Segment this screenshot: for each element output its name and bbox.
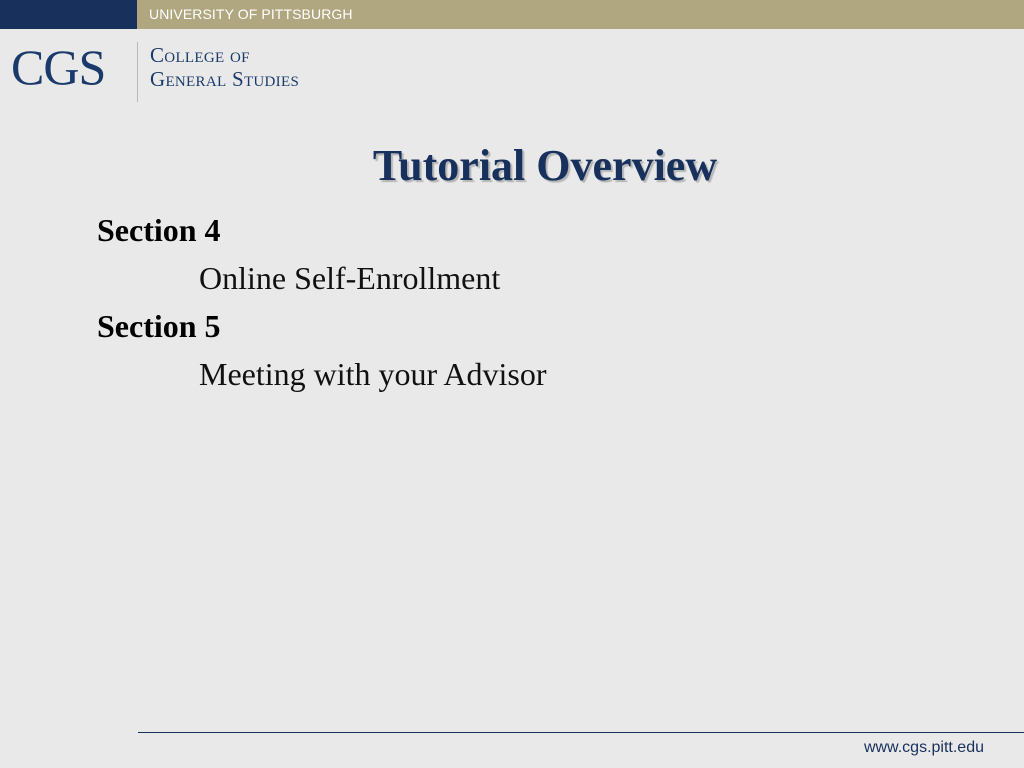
college-logo-line1: College of <box>150 43 250 67</box>
footer-url[interactable]: www.cgs.pitt.edu <box>863 739 984 756</box>
college-logo-line2: General Studies <box>150 67 300 91</box>
section-5-heading: Section 5 <box>97 308 221 344</box>
college-logo-name <box>150 43 299 91</box>
section-4-heading: Section 4 <box>97 212 221 248</box>
university-name: UNIVERSITY OF PITTSBURGH <box>149 6 353 22</box>
logo-divider <box>137 42 138 102</box>
section-5-item: Meeting with your Advisor <box>199 356 547 392</box>
cgs-logo-abbr: CGS <box>11 39 106 95</box>
footer-divider <box>138 732 1024 733</box>
slide-title: Tutorial Overview <box>372 141 718 190</box>
section-4-item: Online Self-Enrollment <box>199 260 501 296</box>
top-banner-navy-block <box>0 0 137 29</box>
